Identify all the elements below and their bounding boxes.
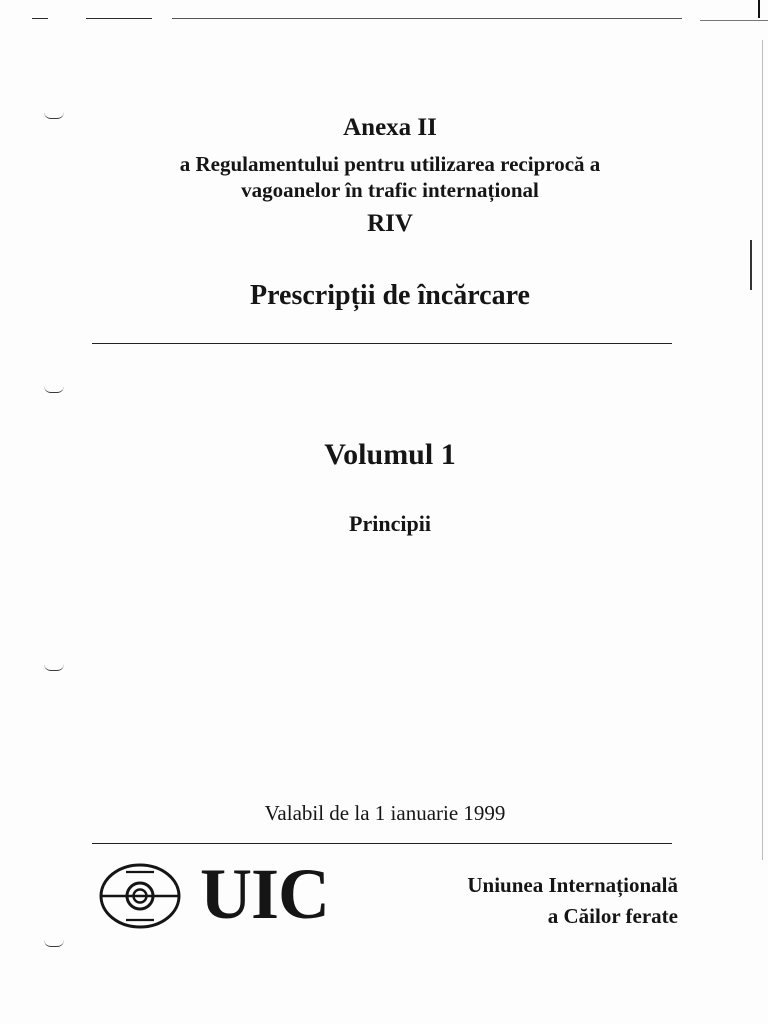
annex-line-2: vagoanelor în trafic internațional bbox=[241, 178, 539, 202]
volume-subtitle: Principii bbox=[349, 511, 431, 536]
divider-top bbox=[92, 343, 672, 344]
uic-logo-icon bbox=[98, 862, 182, 930]
annex-abbrev: RIV bbox=[367, 210, 413, 237]
logo-text: UIC bbox=[200, 854, 330, 934]
organization-line-1: Uniunea Internațională bbox=[467, 873, 678, 897]
scan-artifact-right-edge bbox=[758, 0, 760, 18]
document-title: Prescripții de încărcare bbox=[250, 280, 530, 311]
divider-bottom bbox=[92, 843, 672, 844]
scan-artifact-margin-mark bbox=[44, 386, 64, 393]
annex-line-1: a Regulamentului pentru utilizarea reciprocă a bbox=[179, 152, 601, 176]
validity-date: Valabil de la 1 ianuarie 1999 bbox=[264, 801, 506, 825]
annex-title: Anexa II bbox=[343, 114, 437, 141]
organization-line-2: a Căilor ferate bbox=[547, 904, 678, 928]
volume-title: Volumul 1 bbox=[324, 438, 456, 471]
scan-artifact-top-line bbox=[172, 18, 682, 19]
scan-artifact-margin-mark bbox=[44, 940, 64, 947]
scan-artifact-margin-mark bbox=[44, 664, 64, 671]
scan-artifact-top-line bbox=[700, 20, 768, 21]
scan-artifact-top-line bbox=[86, 18, 152, 19]
scan-artifact-top-line bbox=[32, 18, 48, 19]
